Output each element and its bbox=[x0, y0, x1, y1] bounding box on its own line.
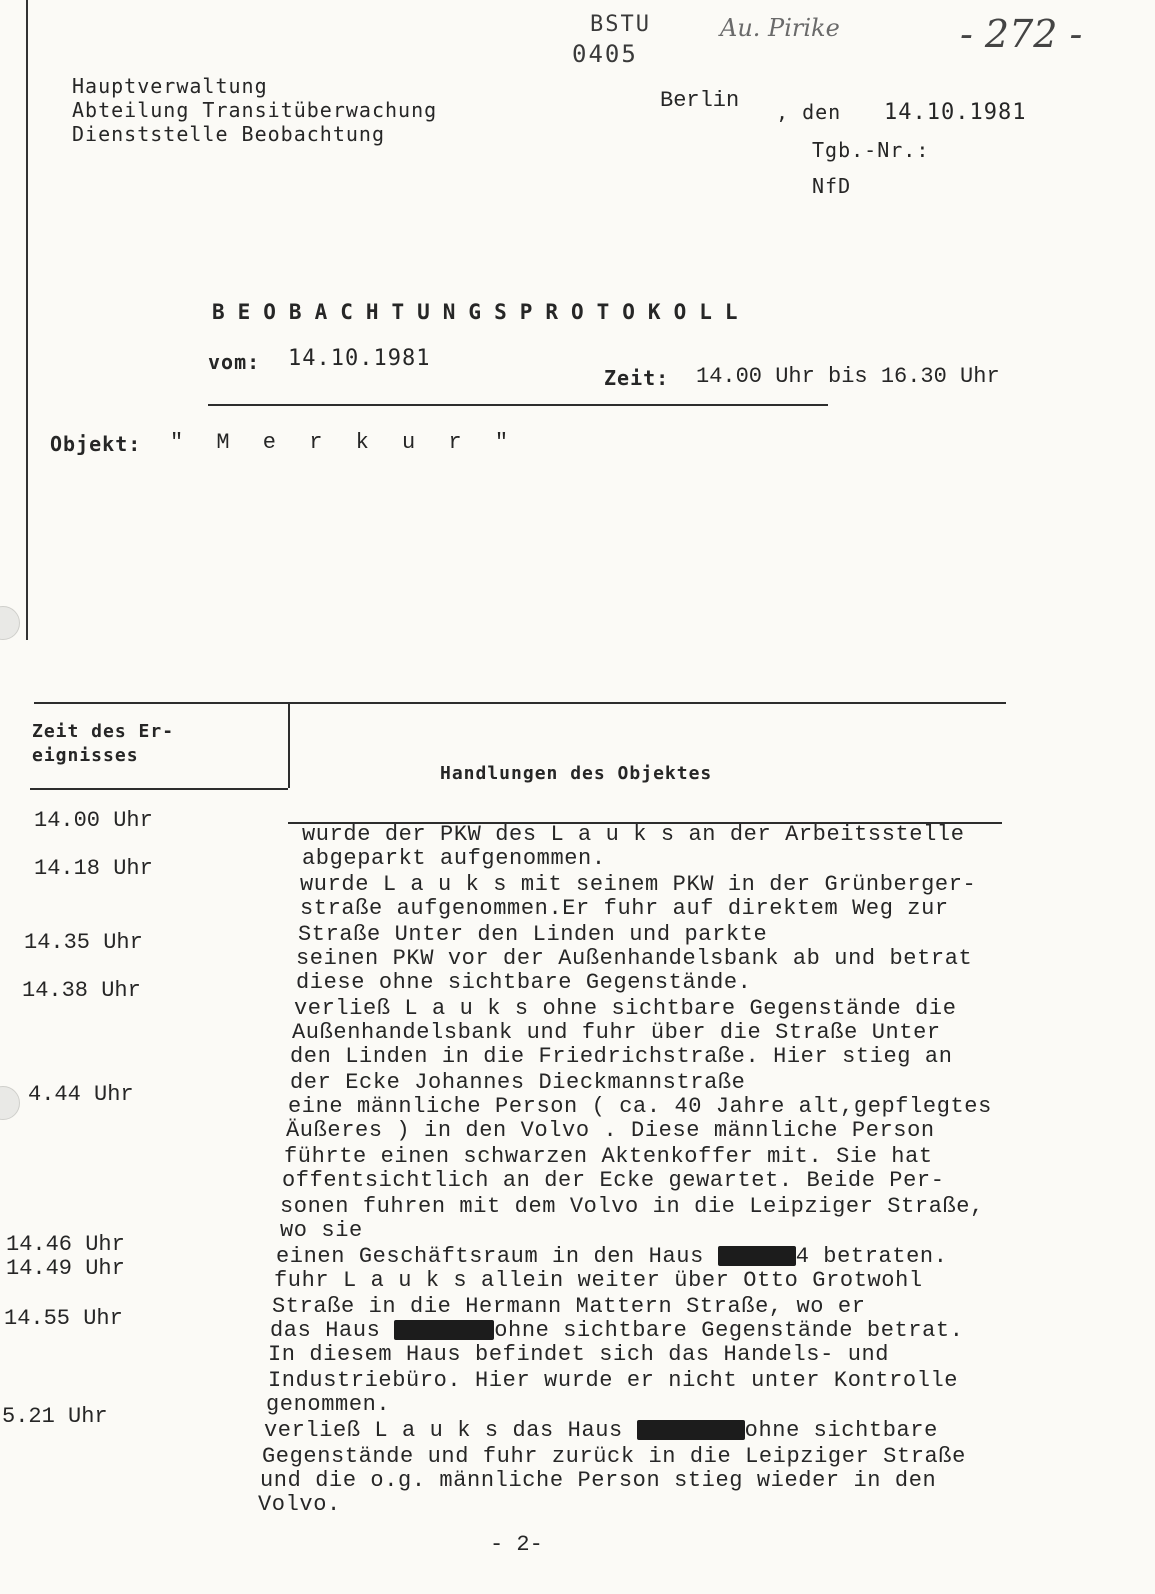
protocol-line: den Linden in die Friedrichstraße. Hier stieg an bbox=[290, 1044, 953, 1069]
protocol-line: eine männliche Person ( ca. 40 Jahre alt,gepflegtes bbox=[288, 1094, 992, 1119]
protocol-line: straße aufgenommen.Er fuhr auf direktem Weg zur bbox=[300, 896, 949, 921]
zeit-range: 14.00 Uhr bis 16.30 Uhr bbox=[696, 364, 1000, 389]
place: Berlin bbox=[660, 88, 740, 113]
title-underline bbox=[208, 404, 828, 406]
protocol-line: diese ohne sichtbare Gegenstände. bbox=[296, 970, 752, 995]
protocol-line: der Ecke Johannes Dieckmannstraße bbox=[290, 1070, 746, 1095]
protocol-line: sonen fuhren mit dem Volvo in die Leipziger Straße, bbox=[280, 1194, 984, 1219]
protocol-line: und die o.g. männliche Person stieg wieder in den bbox=[260, 1468, 937, 1493]
protocol-line: Volvo. bbox=[258, 1492, 341, 1517]
protocol-segment: 4 betraten. bbox=[795, 1244, 948, 1269]
sender-line1: Hauptverwaltung bbox=[72, 74, 268, 98]
protocol-segment: verließ L a u k s das Haus bbox=[264, 1418, 623, 1443]
protocol-line: Straße in die Hermann Mattern Straße, wo er bbox=[272, 1294, 866, 1319]
objekt-name: " M e r k u r " bbox=[170, 430, 519, 455]
protocol-line: Gegenstände und fuhr zurück in die Leipziger Straße bbox=[262, 1444, 966, 1469]
protocol-segment: ohne sichtbare Gegenstände betrat. bbox=[494, 1318, 964, 1343]
punch-hole bbox=[0, 1086, 20, 1120]
protocol-segment: einen Geschäftsraum in den Haus bbox=[276, 1244, 704, 1269]
event-time: 5.21 Uhr bbox=[2, 1404, 108, 1429]
table-top-rule bbox=[34, 702, 1006, 704]
table-header-rule-left bbox=[30, 788, 288, 790]
protocol-line: seinen PKW vor der Außenhandelsbank ab und betrat bbox=[296, 946, 973, 971]
protocol-line bbox=[264, 1418, 938, 1443]
document-title: BEOBACHTUNGSPROTOKOLL bbox=[212, 300, 751, 324]
protocol-line: Außenhandelsbank und fuhr über die Straße Unter bbox=[292, 1020, 941, 1045]
event-time: 14.49 Uhr bbox=[6, 1256, 125, 1281]
protocol-line bbox=[270, 1318, 964, 1343]
protocol-line: abgeparkt aufgenommen. bbox=[302, 846, 606, 871]
protocol-line: führte einen schwarzen Aktenkoffer mit. Sie hat bbox=[284, 1144, 933, 1169]
protocol-line: In diesem Haus befindet sich das Handels- und bbox=[268, 1342, 890, 1367]
archive-stamp-line2: 0405 bbox=[572, 40, 638, 68]
column-header-time-line2: eignisses bbox=[32, 745, 139, 766]
protocol-line bbox=[276, 1244, 948, 1269]
event-time: 14.35 Uhr bbox=[24, 930, 143, 955]
event-time: 14.18 Uhr bbox=[34, 856, 153, 881]
redaction-bar bbox=[637, 1420, 745, 1440]
margin-line bbox=[26, 0, 28, 640]
punch-hole bbox=[0, 606, 20, 640]
event-time: 14.46 Uhr bbox=[6, 1232, 125, 1257]
event-time: 14.00 Uhr bbox=[34, 808, 153, 833]
classification-mark: NfD bbox=[812, 174, 852, 198]
protocol-line: genommen. bbox=[266, 1392, 391, 1417]
protocol-line: wurde L a u k s mit seinem PKW in der Grünberger- bbox=[300, 872, 977, 897]
event-time: 4.44 Uhr bbox=[28, 1082, 134, 1107]
protocol-segment: das Haus bbox=[270, 1318, 381, 1343]
objekt-label: Objekt: bbox=[50, 432, 142, 456]
archive-stamp-line1: BSTU bbox=[590, 12, 651, 37]
protocol-line: wurde der PKW des L a u k s an der Arbeitsstelle bbox=[302, 822, 965, 847]
column-header-time-line1: Zeit des Er- bbox=[32, 721, 175, 742]
vom-date: 14.10.1981 bbox=[288, 346, 431, 371]
protocol-line: offentsichtlich an der Ecke gewartet. Beide Per- bbox=[282, 1168, 945, 1193]
protocol-line: wo sie bbox=[280, 1218, 363, 1243]
redaction-bar bbox=[394, 1320, 494, 1340]
den-label: , den bbox=[776, 100, 842, 124]
table-column-divider bbox=[288, 702, 290, 788]
sender-line2: Abteilung Transitüberwachung bbox=[72, 98, 438, 122]
protocol-line: verließ L a u k s ohne sichtbare Gegenstände die bbox=[294, 996, 957, 1021]
column-header-actions: Handlungen des Objektes bbox=[440, 763, 713, 784]
sender-line3: Dienststelle Beobachtung bbox=[72, 122, 385, 146]
protocol-line: Straße Unter den Linden und parkte bbox=[298, 922, 768, 947]
event-time: 14.55 Uhr bbox=[4, 1306, 123, 1331]
redaction-bar bbox=[718, 1246, 796, 1266]
event-time: 14.38 Uhr bbox=[22, 978, 141, 1003]
tagebuch-number-label: Tgb.-Nr.: bbox=[812, 138, 930, 162]
protocol-line: fuhr L a u k s allein weiter über Otto Grotwohl bbox=[274, 1268, 923, 1293]
page-number: - 2- bbox=[490, 1532, 543, 1557]
vom-label: vom: bbox=[208, 350, 261, 374]
handwritten-note: Au. Pirike bbox=[720, 14, 840, 42]
handwritten-page-number: - 272 - bbox=[960, 12, 1083, 56]
zeit-label: Zeit: bbox=[604, 366, 670, 390]
letter-date: 14.10.1981 bbox=[884, 100, 1027, 125]
protocol-segment: ohne sichtbare bbox=[744, 1418, 938, 1443]
protocol-line: Äußeres ) in den Volvo . Diese männliche Person bbox=[286, 1118, 935, 1143]
protocol-line: Industriebüro. Hier wurde er nicht unter Kontrolle bbox=[268, 1368, 959, 1393]
